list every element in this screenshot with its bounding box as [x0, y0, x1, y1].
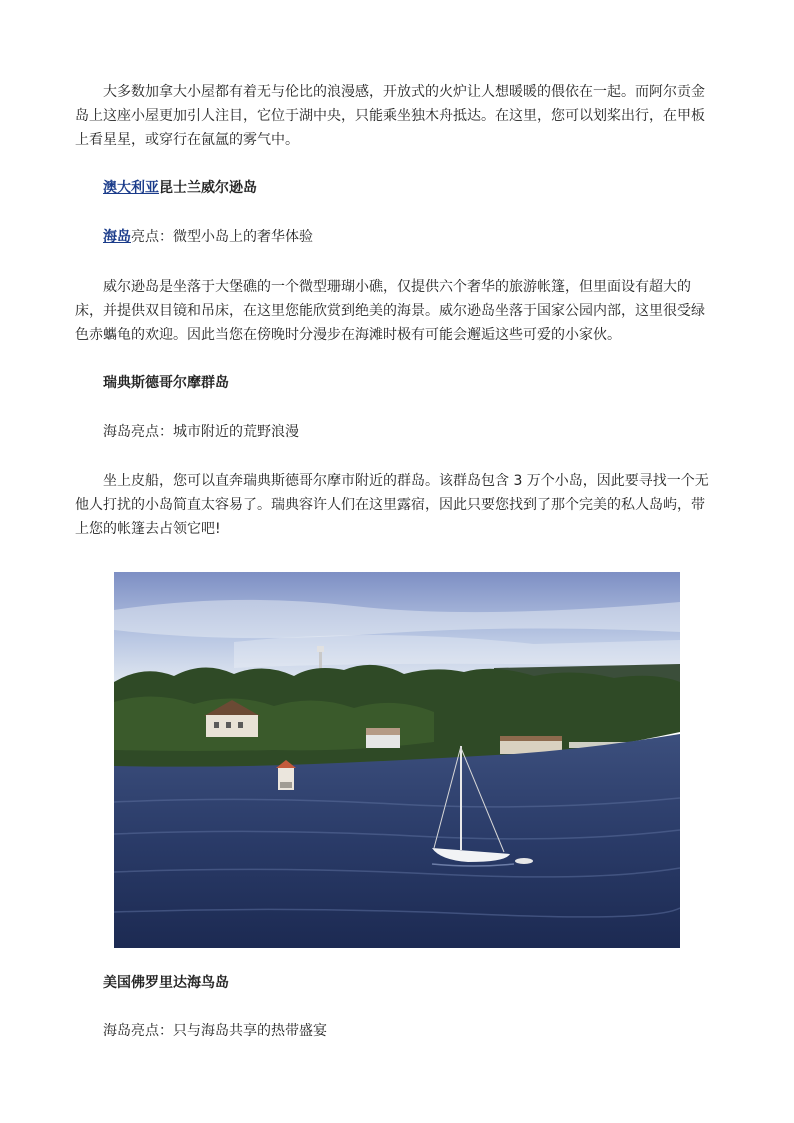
wilson-island-paragraph: 威尔逊岛是坐落于大堡礁的一个微型珊瑚小礁，仅提供六个奢华的旅游帐篷，但里面设有超大的床，并提供双目镜和吊床，在这里您能欣赏到绝美的海景。威尔逊岛坐落于国家公园内部，这里很受绿色赤蠵龟的欢迎。因此当您在傍晚时分漫步在海滩时极有可能会邂逅这些可爱的小家伙。 [75, 279, 705, 343]
section-highlight-wilson-island [103, 227, 313, 247]
intro-paragraph: 大多数加拿大小屋都有着无与伦比的浪漫感，开放式的火炉让人想暖暖的偎依在一起。而阿尔贡金岛上这座小屋更加引人注目，它位于湖中央，只能乘坐独木舟抵达。在这里，您可以划桨出行，在甲板上看星星，或穿行在氤氲的雾气中。 [75, 84, 705, 148]
highlight-rest: 亮点：微型小岛上的奢华体验 [131, 229, 313, 245]
section-heading-rest: 昆士兰威尔逊岛 [159, 180, 257, 196]
section-highlight-sea-bird-island: 海岛亮点：只与海岛共享的热带盛宴 [103, 1023, 327, 1039]
australia-link[interactable]: 澳大利亚 [103, 180, 159, 196]
archipelago-photo [114, 572, 680, 948]
section-heading-stockholm: 瑞典斯德哥尔摩群岛 [103, 375, 229, 391]
archipelago-photo-image [114, 572, 680, 948]
section-heading-sea-bird-island: 美国佛罗里达海鸟岛 [103, 975, 229, 991]
section-highlight-stockholm: 海岛亮点：城市附近的荒野浪漫 [103, 424, 299, 440]
island-link[interactable]: 海岛 [103, 229, 131, 245]
stockholm-paragraph: 坐上皮船，您可以直奔瑞典斯德哥尔摩市附近的群岛。该群岛包含 3 万个小岛，因此要寻找一个无他人打扰的小岛简直太容易了。瑞典容许人们在这里露宿，因此只要您找到了那个完美的私人岛屿，带上您的帐篷去占领它吧! [75, 473, 709, 537]
section-heading-wilson-island [103, 178, 257, 198]
